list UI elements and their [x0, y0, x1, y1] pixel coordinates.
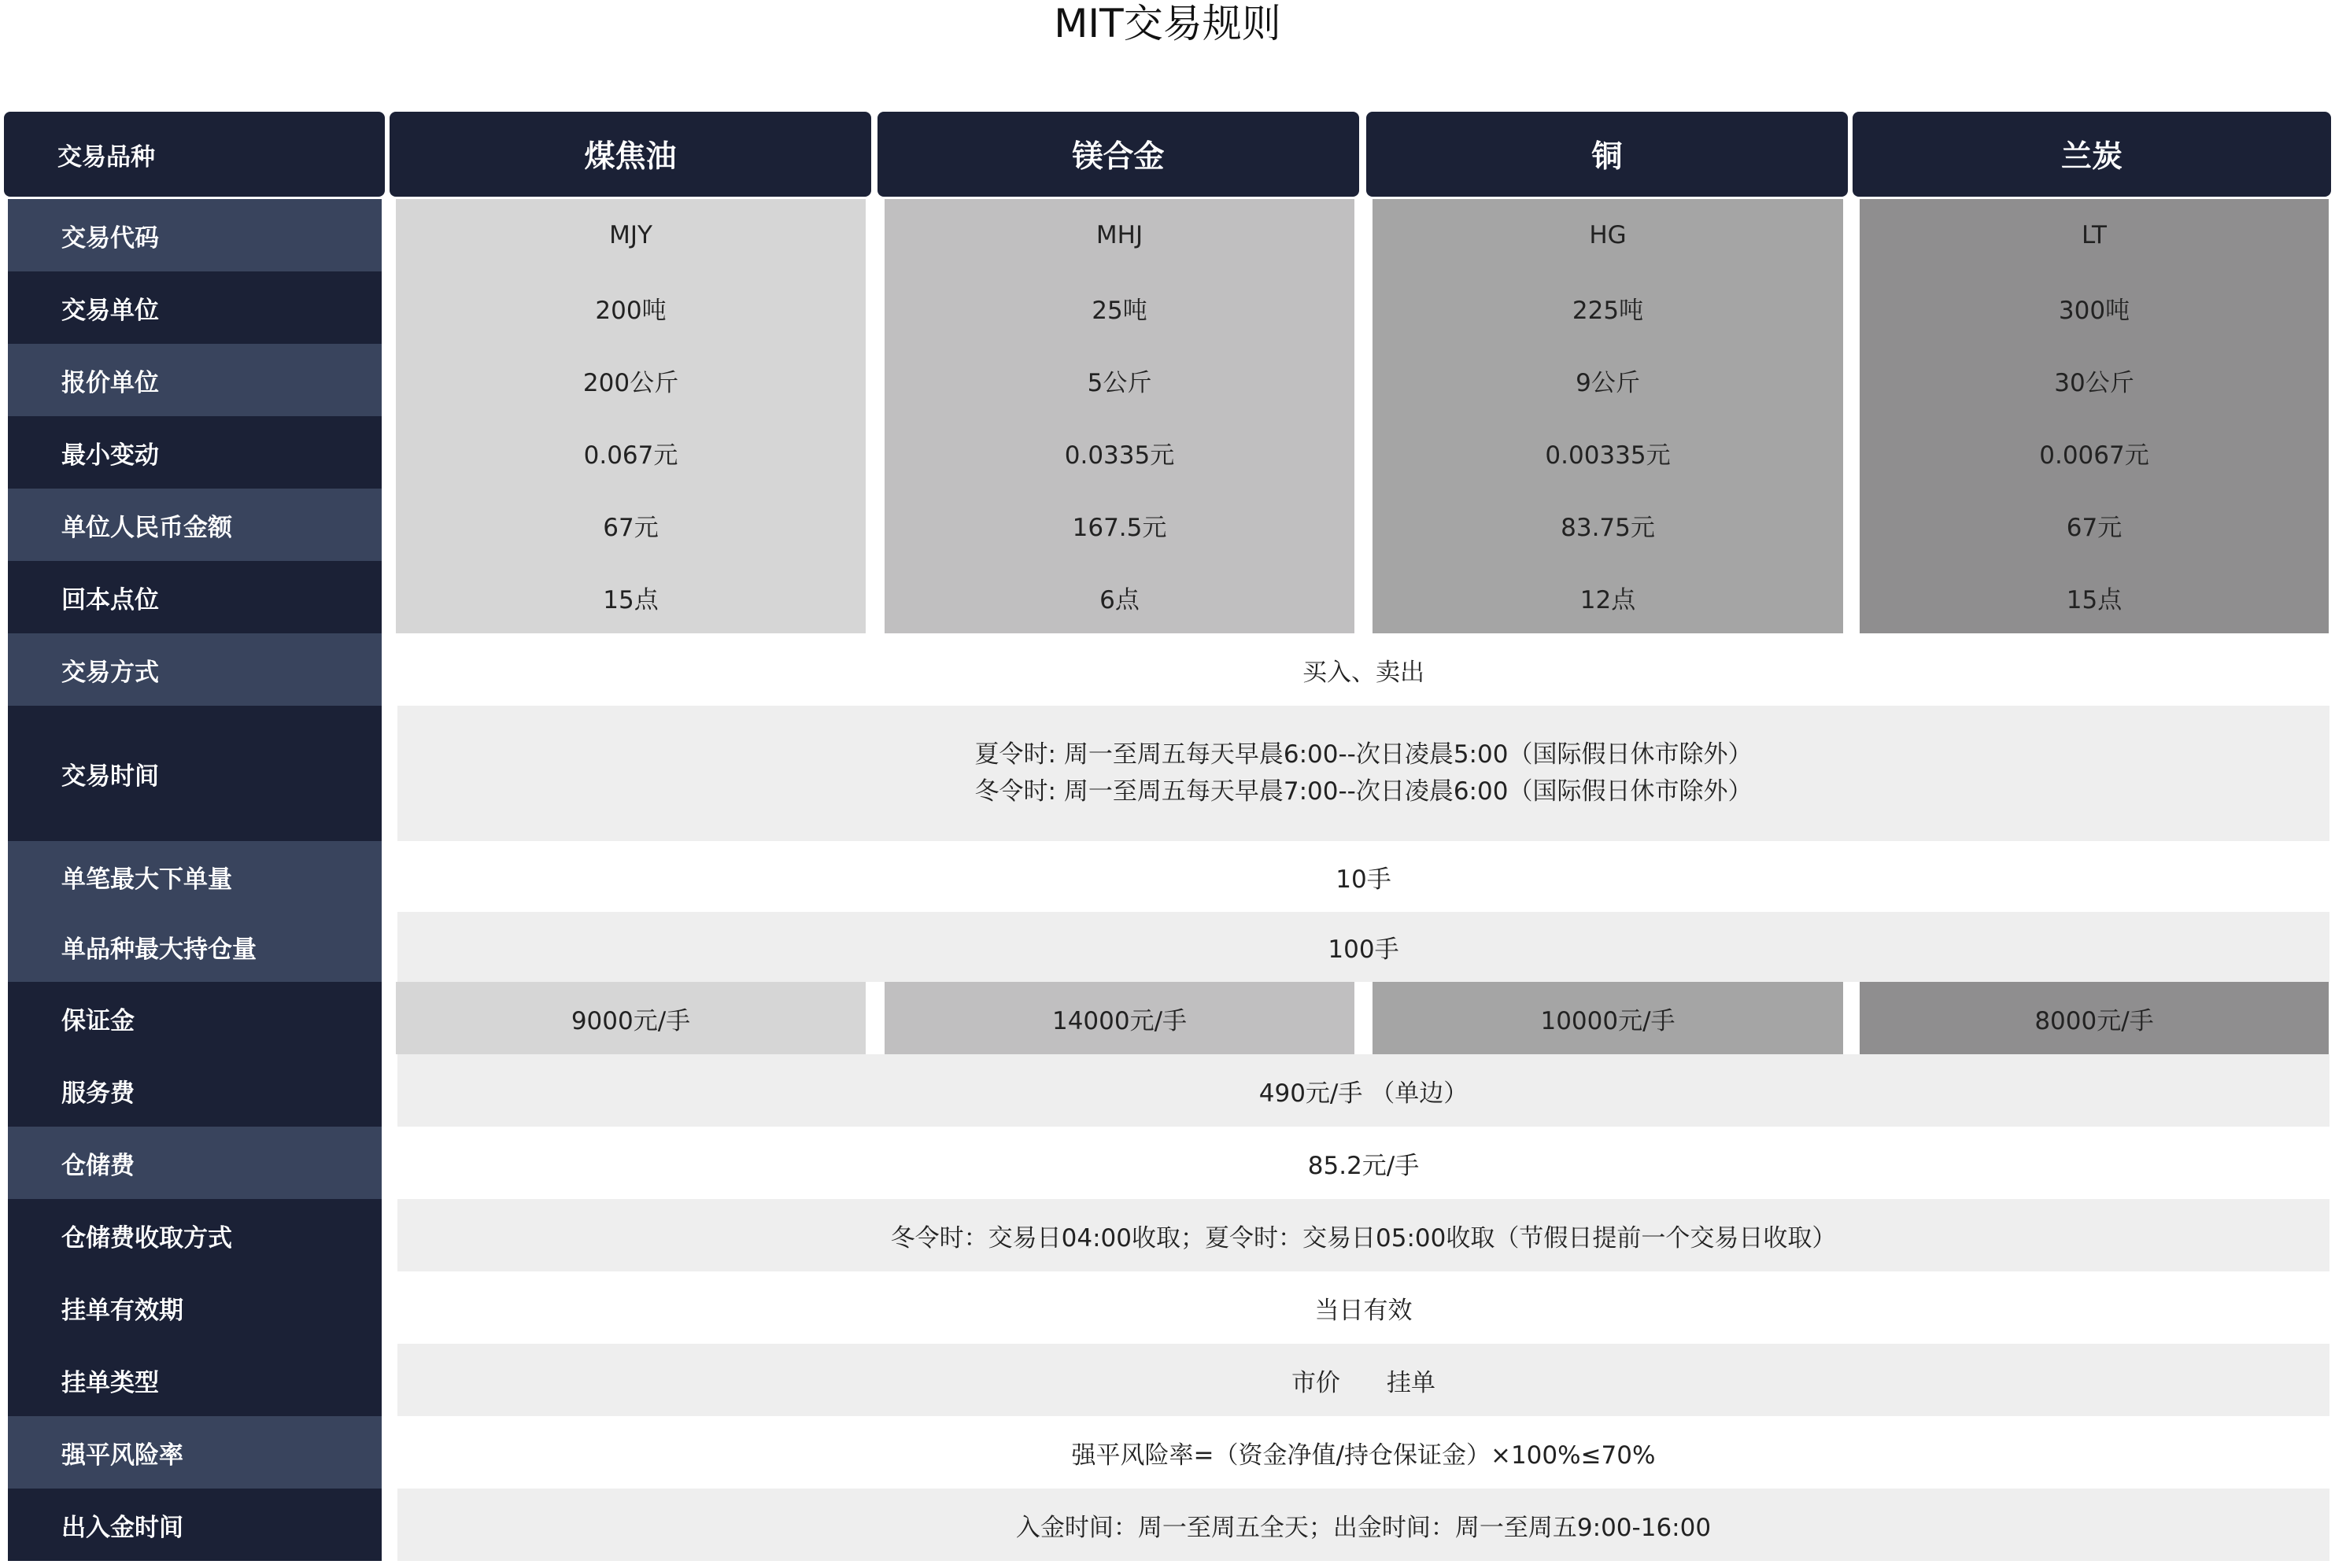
cell-margin-coal-tar: 9000元/手: [396, 982, 866, 1054]
product-header-magnesium-alloy: 镁合金: [877, 112, 1359, 197]
row-label-storage-method: 仓储费收取方式: [8, 1199, 382, 1271]
cell-rmb-coal-tar: 67元: [603, 513, 659, 542]
cell-code-coal-tar: MJY: [609, 221, 652, 249]
row-label-storage-fee: 仓储费: [8, 1127, 382, 1199]
row-label-code: 交易代码: [8, 199, 382, 271]
cell-code-magnesium-alloy: MHJ: [1095, 221, 1143, 249]
cell-tick-magnesium-alloy: 0.0335元: [1064, 441, 1175, 470]
product-column-coal-tar: [396, 199, 866, 633]
product-column-magnesium-alloy: [885, 199, 1354, 633]
row-label-funds-time: 出入金时间: [8, 1489, 382, 1561]
trade-time-lines: [975, 736, 1753, 810]
product-column-semi-coke: [1860, 199, 2329, 633]
row-label-validity: 挂单有效期: [8, 1271, 382, 1344]
cell-unit-magnesium-alloy: 25吨: [1092, 296, 1147, 325]
product-header-copper: 铜: [1366, 112, 1848, 197]
cell-tick-semi-coke: 0.0067元: [2039, 441, 2149, 470]
cell-margin-copper: 10000元/手: [1373, 982, 1843, 1054]
row-label-time: 交易时间: [8, 706, 382, 841]
cell-quote-semi-coke: 30公斤: [2054, 368, 2134, 397]
product-header-semi-coke: 兰炭: [1853, 112, 2331, 197]
cell-points-copper: 12点: [1579, 585, 1636, 614]
cell-margin-semi-coke: 8000元/手: [1860, 982, 2329, 1054]
cell-max-position: 100手: [397, 912, 2329, 982]
row-label-tick: 最小变动: [8, 416, 382, 489]
cell-quote-copper: 9公斤: [1576, 368, 1640, 397]
cell-risk-rate: 强平风险率=（资金净值/持仓保证金）×100%≤70%: [397, 1416, 2329, 1489]
row-label-rmb: 单位人民币金额: [8, 489, 382, 561]
cell-quote-magnesium-alloy: 5公斤: [1087, 368, 1152, 397]
cell-points-semi-coke: 15点: [2066, 585, 2123, 614]
cell-order-type: 市价 挂单: [397, 1344, 2329, 1416]
row-label-unit: 交易单位: [8, 271, 382, 344]
cell-points-coal-tar: 15点: [603, 585, 659, 614]
row-label-quote: 报价单位: [8, 344, 382, 416]
cell-unit-copper: 225吨: [1572, 296, 1644, 325]
cell-rmb-semi-coke: 67元: [2066, 513, 2123, 542]
cell-funds-time: 入金时间：周一至周五全天；出金时间：周一至周五9:00-16:00: [397, 1489, 2329, 1561]
trade-time-summer: 夏令时: 周一至周五每天早晨6:00--次日凌晨5:00（国际假日休市除外）: [974, 740, 1753, 769]
cell-margin-magnesium-alloy: 14000元/手: [885, 982, 1354, 1054]
header-label-cell: 交易品种: [4, 112, 385, 197]
row-label-method: 交易方式: [8, 633, 382, 706]
cell-trade-time: [397, 706, 2329, 841]
cell-trade-method: 买入、卖出: [397, 633, 2329, 706]
row-label-service-fee: 服务费: [8, 1054, 382, 1127]
cell-order-validity: 当日有效: [397, 1271, 2329, 1344]
cell-unit-semi-coke: 300吨: [2058, 296, 2130, 325]
cell-code-copper: HG: [1589, 221, 1627, 249]
cell-points-magnesium-alloy: 6点: [1099, 585, 1140, 614]
cell-unit-coal-tar: 200吨: [595, 296, 667, 325]
cell-service-fee: 490元/手 （单边）: [397, 1054, 2329, 1127]
row-label-risk: 强平风险率: [8, 1416, 382, 1489]
product-header-coal-tar: 煤焦油: [390, 112, 871, 197]
cell-rmb-copper: 83.75元: [1561, 513, 1655, 542]
cell-tick-copper: 0.00335元: [1545, 441, 1671, 470]
product-column-copper: [1373, 199, 1843, 633]
cell-tick-coal-tar: 0.067元: [583, 441, 678, 470]
cell-quote-coal-tar: 200公斤: [582, 368, 679, 397]
cell-storage-fee: 85.2元/手: [397, 1127, 2329, 1199]
row-label-margin: 保证金: [8, 982, 382, 1054]
row-label-max-position: 单品种最大持仓量: [8, 912, 382, 982]
cell-code-semi-coke: LT: [2082, 221, 2107, 249]
row-label-points: 回本点位: [8, 561, 382, 633]
cell-rmb-magnesium-alloy: 167.5元: [1072, 513, 1167, 542]
cell-storage-method: 冬令时：交易日04:00收取；夏令时：交易日05:00收取（节假日提前一个交易日收取）: [397, 1199, 2329, 1271]
row-label-order-type: 挂单类型: [8, 1344, 382, 1416]
row-label-max-order: 单笔最大下单量: [8, 841, 382, 912]
cell-max-order: 10手: [397, 841, 2329, 912]
trade-time-winter: 冬令时: 周一至周五每天早晨7:00--次日凌晨6:00（国际假日休市除外）: [974, 777, 1753, 806]
page-title: MIT交易规则: [1054, 1, 1281, 46]
